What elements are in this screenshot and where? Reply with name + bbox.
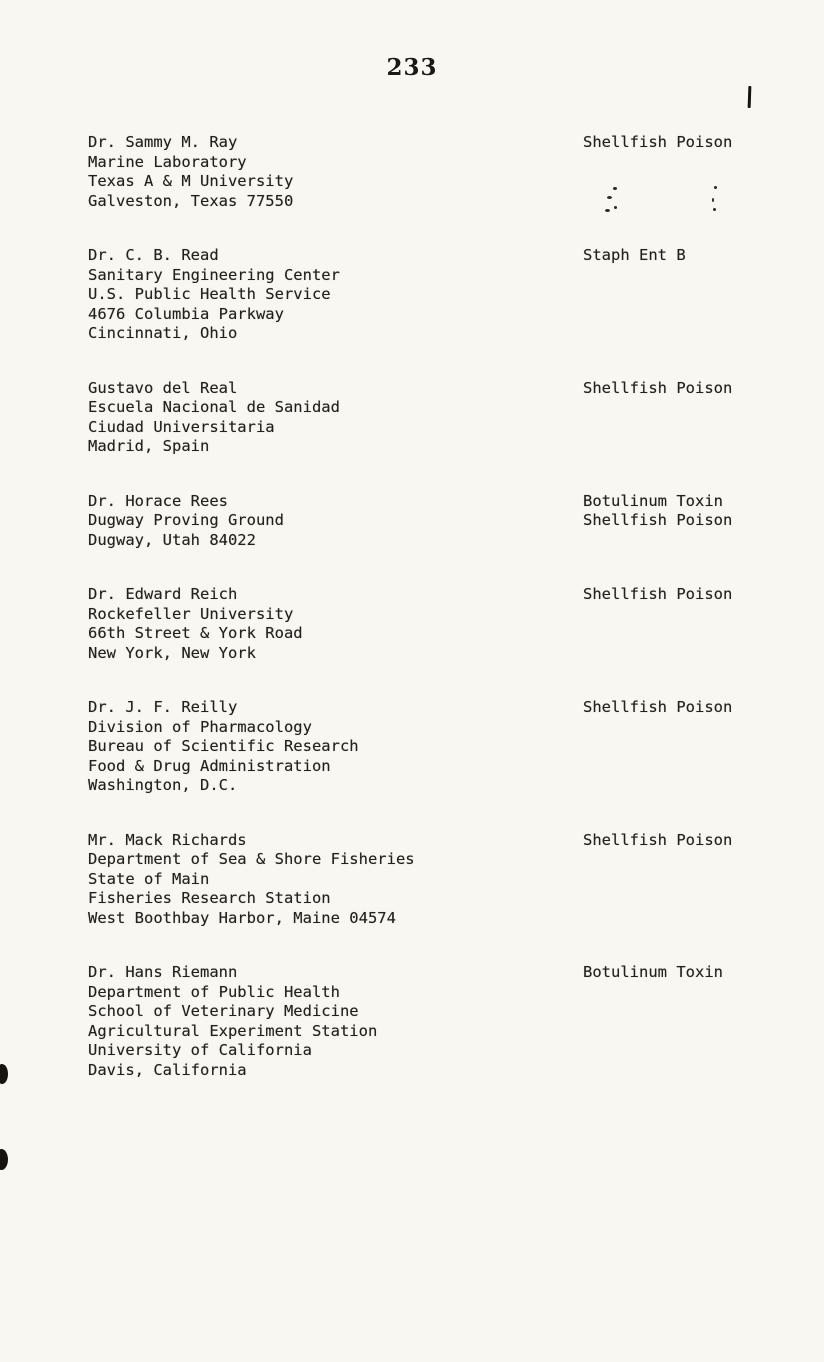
address-line: Bureau of Scientific Research [88,737,359,755]
address-line: Ciudad Universitaria [88,417,275,436]
address-line: Marine Laboratory [88,152,247,171]
address-line: Dr. Sammy M. Ray [88,133,238,151]
address-line: Texas A & M University [88,172,294,190]
address-line: Escuela Nacional de Sanidad [88,398,340,416]
topic-label: Botulinum Toxin [583,963,723,981]
directory-entry [88,963,824,1080]
scan-artifact-blob [0,1064,8,1084]
address-line: New York, New York [88,643,256,662]
address-line: Dr. J. F. Reilly [88,698,238,716]
address-line: 4676 Columbia Parkway [88,304,284,323]
address-line: Department of Public Health [88,982,340,1001]
address-line: West Boothbay Harbor, Maine 04574 [88,908,396,927]
topic-label: Shellfish Poison [583,585,733,603]
scan-artifact-tick [748,86,751,108]
entries [88,133,824,1115]
address-line: Division of Pharmacology [88,717,312,736]
directory-entry [88,246,824,344]
address-line: Fisheries Research Station [88,889,331,907]
topic-column [583,963,723,983]
topic-label: Shellfish Poison [583,698,733,716]
address-line: Dugway Proving Ground [88,511,284,529]
address-line: Davis, California [88,1060,247,1079]
address-line: Sanitary Engineering Center [88,265,340,284]
directory-entry [88,133,824,211]
directory-entry [88,379,824,457]
topic-label: Staph Ent B [583,246,686,264]
topic-label: Shellfish Poison [583,511,733,529]
address-line: Dr. Edward Reich [88,585,238,603]
topic-label: Shellfish Poison [583,830,733,849]
address-block [88,246,824,344]
address-line: School of Veterinary Medicine [88,1002,359,1020]
address-line: Dr. Horace Rees [88,491,228,510]
directory-entry [88,492,824,551]
topic-column [583,698,732,718]
address-line: Department of Sea & Shore Fisheries [88,850,415,868]
topic-label: Shellfish Poison [583,133,733,151]
topic-label: Shellfish Poison [583,378,733,397]
address-line: Agricultural Experiment Station [88,1021,378,1040]
address-line: Dugway, Utah 84022 [88,530,256,549]
address-line: Dr. C. B. Read [88,246,219,264]
address-line: 66th Street & York Road [88,624,303,642]
page-number: 233 [386,54,438,81]
topic-column [583,585,732,605]
address-line: Food & Drug Administration [88,756,331,775]
topic-label: Botulinum Toxin [583,491,723,510]
topic-column [583,492,732,531]
topic-column [583,133,732,153]
directory-entry [88,585,824,663]
scan-artifact-blob [0,1149,8,1170]
address-line: Galveston, Texas 77550 [88,191,294,210]
address-line: Gustavo del Real [88,378,238,397]
directory-entry [88,698,824,796]
topic-column [583,246,686,266]
address-line: Washington, D.C. [88,776,238,794]
directory-entry [88,831,824,929]
address-line: University of California [88,1041,312,1059]
address-line: Dr. Hans Riemann [88,963,238,981]
topic-column [583,379,732,399]
address-line: Madrid, Spain [88,437,210,455]
address-line: U.S. Public Health Service [88,285,331,303]
address-line: Cincinnati, Ohio [88,324,238,342]
address-line: State of Main [88,869,210,888]
topic-column [583,831,732,851]
address-line: Rockefeller University [88,604,294,623]
address-line: Mr. Mack Richards [88,830,247,849]
